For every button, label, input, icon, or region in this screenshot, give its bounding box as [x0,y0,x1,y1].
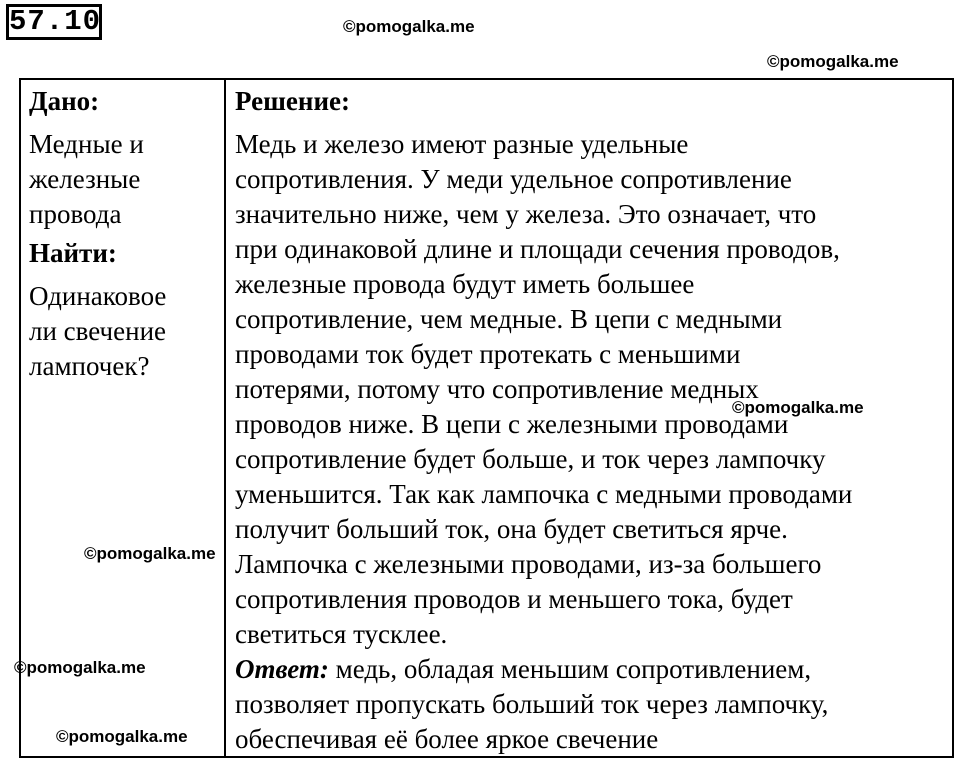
watermark: ©pomogalka.me [14,658,146,677]
problem-number: 57.10 [6,4,102,40]
watermark: ©pomogalka.me [84,544,216,563]
answer-label: Ответ: [235,654,329,684]
solution-text: Медь и железо имеют разные удельные сопротивления. У меди удельное сопротивление значительно ниже, чем у железа. Это означает, что при одинаковой длине и площади сечения проводов, железные провода будут иметь большее сопротивление, чем медные. В цепи с медными проводами ток будет протекать с меньшими потерями, потому что сопротивление медных проводов ниже. В цепи с железными проводами сопротивление будет больше, и ток через лампочку уменьшится. Так как лампочка с медными проводами получит больший ток, она будет светиться ярче. Лампочка с железными проводами, из-за большего сопротивления проводов и меньшего тока, будет светиться тусклее. [235,129,853,649]
given-heading: Дано: [29,86,100,116]
solution-table [19,78,954,758]
find-heading: Найти: [29,238,117,268]
watermark: ©pomogalka.me [732,398,864,417]
given-text: Медные и железные провода [29,129,144,229]
column-divider [224,80,226,756]
watermark: ©pomogalka.me [343,17,475,36]
solution-column [235,84,951,757]
watermark: ©pomogalka.me [767,52,899,71]
find-text: Одинаковое ли свечение лампочек? [29,281,167,381]
answer-block [235,652,951,757]
answer-text: медь, обладая меньшим сопротивлением, позволяет пропускать больший ток через лампочку, обеспечивая её более яркое свечение [235,654,829,754]
given-column [29,84,221,390]
watermark: ©pomogalka.me [56,727,188,746]
solution-heading: Решение: [235,86,350,116]
